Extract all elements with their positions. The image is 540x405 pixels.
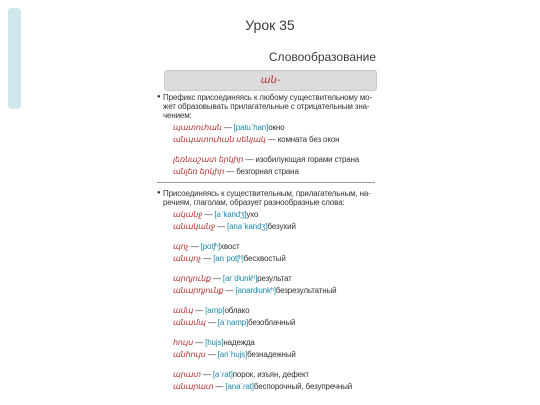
content <box>157 93 377 391</box>
lesson-title: Урок 35 <box>245 17 295 33</box>
dash-separator: — <box>210 274 223 283</box>
prefix-bar: ան- <box>164 70 377 91</box>
armenian-word: անարատ <box>173 382 214 391</box>
dash-separator: — <box>265 135 278 144</box>
russian-translation: бесхвостый <box>243 254 286 263</box>
example-gap <box>157 144 377 152</box>
armenian-word: անհույս <box>173 350 206 359</box>
russian-translation: беспорочный, безупречный <box>253 382 353 391</box>
example-row <box>173 350 377 359</box>
russian-translation: безоблачный <box>248 318 296 327</box>
russian-translation: изобилующая горами страна <box>255 155 360 164</box>
divider <box>157 182 375 183</box>
rule-2-examples <box>157 210 377 391</box>
armenian-word: արատ <box>173 370 201 379</box>
armenian-word: լեռնաշատ երկիր <box>173 155 244 164</box>
armenian-word: հույս <box>173 338 194 347</box>
armenian-word: անարդյունք <box>173 286 224 295</box>
example-row <box>173 338 377 347</box>
example-row <box>173 370 377 379</box>
russian-translation: ухо <box>246 210 259 219</box>
armenian-word: անլեռ երկիր <box>173 167 225 176</box>
transcription: [anaˈkandʒ] <box>227 222 268 231</box>
transcription: [aˈnamp] <box>217 318 249 327</box>
russian-translation: безухий <box>267 222 296 231</box>
dash-separator: — <box>193 338 206 347</box>
armenian-word: ամպ <box>173 306 194 315</box>
armenian-word: պոչ <box>173 242 189 251</box>
dash-separator: — <box>223 286 236 295</box>
example-row <box>173 222 377 231</box>
russian-translation: безнадежный <box>247 350 296 359</box>
transcription: [anˈhujs] <box>217 350 248 359</box>
russian-translation: результат <box>257 274 292 283</box>
transcription: [amp] <box>205 306 225 315</box>
dash-separator: — <box>215 222 228 231</box>
dash-separator: — <box>213 382 226 391</box>
russian-translation: хвост <box>220 242 240 251</box>
armenian-word: անականջ <box>173 222 216 231</box>
example-gap <box>157 231 377 239</box>
example-row <box>173 135 377 144</box>
example-row <box>173 254 377 263</box>
dash-separator: — <box>201 254 214 263</box>
dash-separator: — <box>200 370 213 379</box>
example-gap <box>157 295 377 303</box>
transcription: [aˈkandʒ] <box>214 210 247 219</box>
dash-separator: — <box>243 155 256 164</box>
armenian-word: անպոչ <box>173 254 202 263</box>
dash-separator: — <box>188 242 201 251</box>
armenian-word: ականջ <box>173 210 203 219</box>
russian-translation: облако <box>224 306 250 315</box>
example-row <box>173 155 377 164</box>
example-row <box>173 167 377 176</box>
example-row <box>173 286 377 295</box>
dash-separator: — <box>202 210 215 219</box>
example-row <box>173 318 377 327</box>
armenian-word: անպատուհան սենյակ <box>173 135 266 144</box>
russian-translation: безрезультатный <box>275 286 337 295</box>
transcription: [anaˈɾat] <box>225 382 254 391</box>
armenian-word: արդյունք <box>173 274 211 283</box>
example-row <box>173 382 377 391</box>
transcription: [potʃʰ] <box>200 242 221 251</box>
transcription: [arˈdʲunkʰ] <box>222 274 258 283</box>
transcription: [patuˈhan] <box>233 123 269 132</box>
russian-translation: безгорная страна <box>236 167 299 176</box>
dash-separator: — <box>221 123 234 132</box>
armenian-word: պատուհան <box>173 123 222 132</box>
example-row <box>173 274 377 283</box>
dash-separator: — <box>205 350 218 359</box>
dash-separator: — <box>205 318 218 327</box>
example-row <box>173 210 377 219</box>
transcription: [anardʲunkʰ] <box>235 286 276 295</box>
example-gap <box>157 263 377 271</box>
example-row <box>173 242 377 251</box>
dash-separator: — <box>193 306 206 315</box>
rule-1-text: ● Префикс присоединяясь к любому существительному мо-жет образовывать прилагательные с отрицательным зна-чением: <box>157 93 377 120</box>
example-gap <box>157 359 377 367</box>
section-title: Словообразование <box>268 50 376 64</box>
russian-translation: надежда <box>223 338 255 347</box>
russian-translation: комната без окон <box>277 135 340 144</box>
dash-separator: — <box>224 167 237 176</box>
rule-2-text: ● Присоединяясь к существительным, прилагательным, на-речиям, глаголам, образует разнообразные слова: <box>157 189 377 207</box>
transcription: [hujs] <box>205 338 224 347</box>
example-gap <box>157 327 377 335</box>
example-row <box>173 306 377 315</box>
transcription: [aˈɾat] <box>212 370 233 379</box>
transcription: [anˈpotʃʰ] <box>213 254 244 263</box>
russian-translation: порок, изъян, дефект <box>232 370 309 379</box>
russian-translation: окно <box>268 123 285 132</box>
example-row <box>173 123 377 132</box>
armenian-word: անամպ <box>173 318 206 327</box>
rule-1-examples <box>157 123 377 176</box>
